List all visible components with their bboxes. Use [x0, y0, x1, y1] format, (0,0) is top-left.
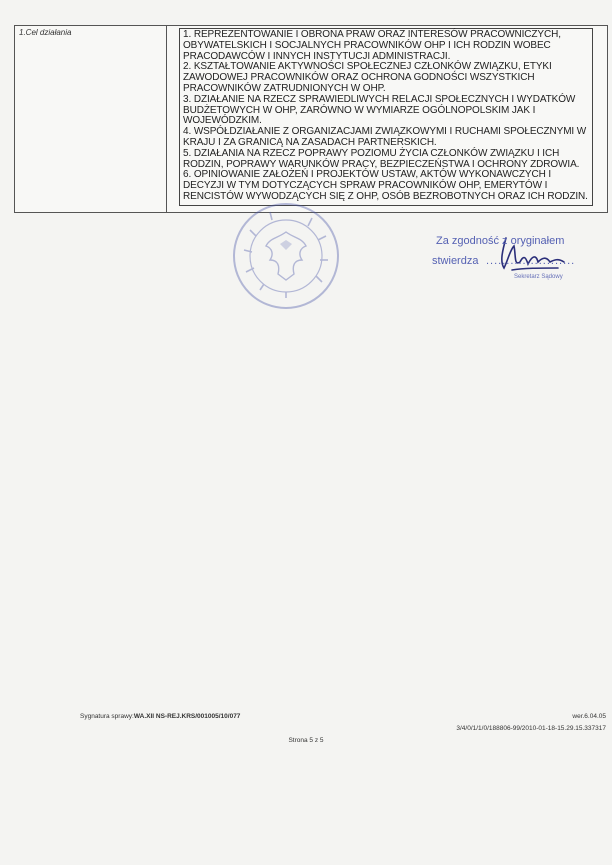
signature-dots: ......................	[486, 255, 576, 267]
signer-role: Sekretarz Sądowy	[514, 274, 563, 280]
certified-by-label: stwierdza	[432, 255, 479, 267]
purpose-item: 2. KSZTAŁTOWANIE AKTYWNOŚCI SPOŁECZNEJ CZŁONKÓW ZWIĄZKU, ETYKI ZAWODOWEJ PRACOWNIKÓW ORAZ OCHRONA GODNOŚCI WSZYSTKICH PRACOWNIKÓW ZATRUDNIONYCH W OHP.	[183, 61, 552, 94]
case-signature-value: WA.XII NS-REJ.KRS/001005/10/077	[133, 713, 241, 720]
page-number: Strona 5 z 5	[288, 737, 324, 744]
purpose-label: 1.Cel działania	[19, 28, 72, 37]
case-signature-label: Sygnatura sprawy:	[80, 713, 134, 720]
form-version: wer.6.04.05	[572, 713, 606, 720]
content-cell	[167, 26, 607, 212]
certification-line: Za zgodność z oryginałem	[436, 235, 565, 247]
case-signature	[80, 713, 240, 720]
purpose-items	[179, 28, 593, 206]
label-cell	[15, 26, 167, 212]
certification-block	[430, 235, 600, 295]
court-seal-stamp	[230, 200, 342, 312]
purpose-item: 3. DZIAŁANIE NA RZECZ SPRAWIEDLIWYCH RELACJI SPOŁECZNYCH I WYDATKÓW BUDŻETOWYCH W OHP, ZARÓWNO W WYMIARZE OGÓLNOPOLSKIM JAK I WOJEWÓDZKIM.	[183, 93, 576, 127]
document-id: 3/4/0/1/1/0/188806-99/2010-01-18-15.29.15.337317	[456, 725, 606, 732]
purpose-table	[14, 25, 608, 213]
purpose-item: 6. OPINIOWANIE ZAŁOŻEŃ I PROJEKTÓW USTAW, AKTÓW WYKONAWCZYCH I DECYZJI W TYM DOTYCZĄCYCH SPRAW PRACOWNIKÓW OHP, EMERYTÓW I RENCISTÓW WYWODZĄCYCH SIĘ Z OHP, OSÓB BEZROBOTNYCH ORAZ ICH RODZIN.	[183, 169, 588, 202]
purpose-item: 5. DZIAŁANIA NA RZECZ POPRAWY POZIOMU ŻYCIA CZŁONKÓW ZWIĄZKU I ICH RODZIN, POPRAWY WARUNKÓW PRACY, BEZPIECZEŃSTWA I OCHRONY ZDROWIA.	[183, 147, 580, 170]
purpose-item: 4. WSPÓŁDZIAŁANIE Z ORGANIZACJAMI ZWIĄZKOWYMI I RUCHAMI SPOŁECZNYMI W KRAJU I ZA GRANICĄ NA ZASADACH PARTNERSKICH.	[183, 126, 587, 148]
purpose-item: 1. REPREZENTOWANIE I OBRONA PRAW ORAZ INTERESÓW PRACOWNICZYCH, OBYWATELSKICH I SOCJALNYCH PRACOWNIKÓW OHP I ICH RODZIN WOBEC PRACODAWCÓW I INNYCH INSTYTUCJI ADMINISTRACJI.	[183, 29, 561, 62]
